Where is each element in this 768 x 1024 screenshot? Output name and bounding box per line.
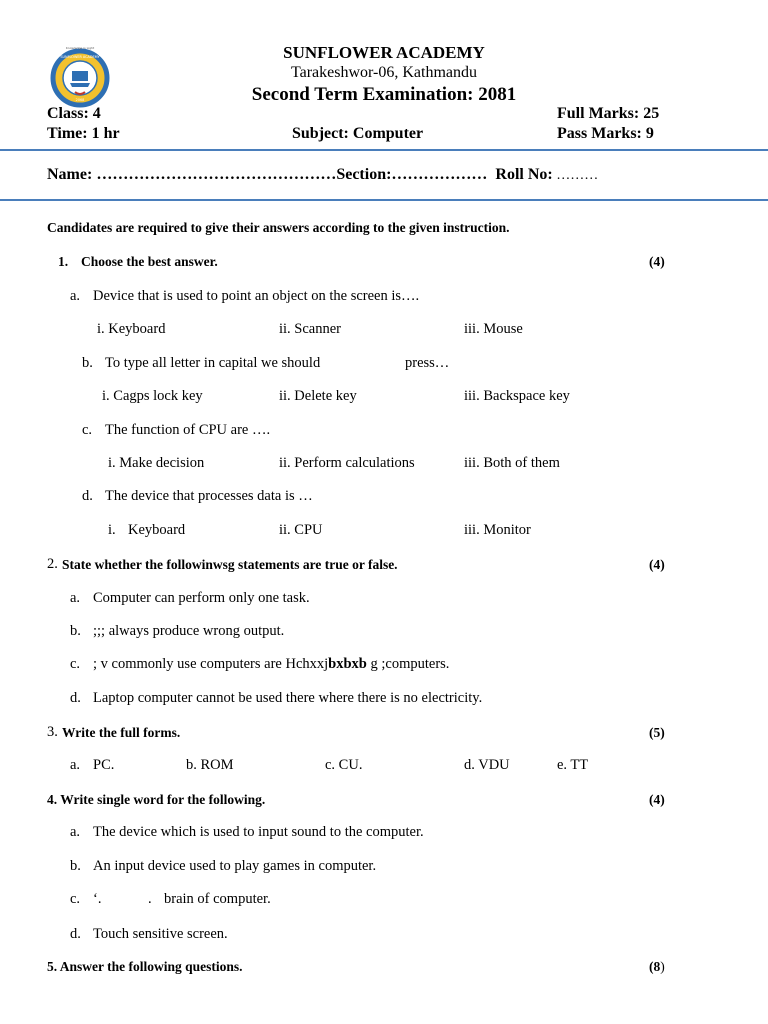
q4d-text: Touch sensitive screen. <box>93 926 228 942</box>
q1d-option-2: ii. CPU <box>279 522 323 538</box>
q3-item-c: c. CU. <box>325 757 363 773</box>
q3-number: 3. <box>47 724 58 740</box>
q1d-label: d. <box>82 488 93 504</box>
logo-tagline: Knowledge is Light <box>65 46 95 50</box>
q4-marks: (4) <box>649 792 665 807</box>
q1b-option-1: i. Cagps lock key <box>102 388 203 404</box>
q2-title: State whether the followinwsg statements are true or false. <box>62 557 398 572</box>
q3a-label: a. <box>70 757 81 773</box>
q2c-text <box>93 656 449 673</box>
q1-title: Choose the best answer. <box>81 254 218 269</box>
q5-title: 5. Answer the following questions. <box>47 959 243 974</box>
q2a-label: a. <box>70 590 81 606</box>
q4a-label: a. <box>70 824 81 840</box>
q2-number: 2. <box>47 556 58 572</box>
q1a-label: a. <box>70 288 81 304</box>
q4d-label: d. <box>70 926 81 942</box>
q1d-option-1-text: Keyboard <box>128 522 186 538</box>
q2a-text: Computer can perform only one task. <box>93 590 310 606</box>
q3-marks: (5) <box>649 725 665 740</box>
q1c-option-2: ii. Perform calculations <box>279 455 415 471</box>
q1a-option-2: ii. Scanner <box>279 321 342 337</box>
q1b-option-3: iii. Backspace key <box>464 388 570 404</box>
logo-year: 2068 <box>75 98 85 102</box>
q4b-text: An input device used to play games in computer. <box>93 858 377 874</box>
pass-marks: Pass Marks: 9 <box>557 125 654 142</box>
q1c-option-3: iii. Both of them <box>464 455 560 471</box>
school-address: Tarakeshwor-06, Kathmandu <box>290 64 478 81</box>
q1-marks: (4) <box>649 254 665 269</box>
q1a-text: Device that is used to point an object on the screen is…. <box>93 288 420 304</box>
school-name: SUNFLOWER ACADEMY <box>283 43 485 62</box>
subject-label: Subject: Computer <box>292 125 424 142</box>
q1b-text: To type all letter in capital we should <box>105 355 321 371</box>
q3-item-e: e. TT <box>557 757 589 773</box>
q2b-text: ;;; always produce wrong output. <box>93 623 285 639</box>
student-divider <box>0 199 768 201</box>
q5-marks-close: ) <box>660 959 665 974</box>
name-section-field: Name: ………………………………………Section:……………… <box>47 166 488 183</box>
q1d-option-1-number: i. <box>108 522 116 538</box>
instruction-text: Candidates are required to give their answers according to the given instruction. <box>47 220 510 235</box>
q5-marks-value: (8 <box>649 959 661 974</box>
q1b-label: b. <box>82 355 93 371</box>
q5-marks <box>649 959 665 975</box>
q4c-label: c. <box>70 891 81 907</box>
q4b-label: b. <box>70 858 81 874</box>
q4c-text: brain of computer. <box>164 891 271 907</box>
q2c-text-bold: bxbxb <box>328 656 367 672</box>
logo-name: SUNFLOWER ACADEMY <box>60 55 100 59</box>
q2d-text: Laptop computer cannot be used there where there is no electricity. <box>93 690 483 706</box>
q1-number: 1. <box>58 254 69 269</box>
q1a-option-3: iii. Mouse <box>464 321 523 337</box>
roll-field: ……… <box>552 168 599 183</box>
time-label: Time: 1 hr <box>47 125 120 142</box>
q1c-label: c. <box>82 422 93 438</box>
full-marks: Full Marks: 25 <box>557 105 660 122</box>
q4a-text: The device which is used to input sound to the computer. <box>93 824 424 840</box>
q1d-text: The device that processes data is … <box>105 488 313 504</box>
q2-marks: (4) <box>649 557 665 572</box>
roll-label: Roll No: <box>495 166 553 183</box>
q2c-label: c. <box>70 656 81 672</box>
q4-title: 4. Write single word for the following. <box>47 792 266 807</box>
q1a-option-1: i. Keyboard <box>97 321 166 337</box>
q1c-text: The function of CPU are …. <box>105 422 271 438</box>
q4c-mark-2: . <box>148 891 152 907</box>
exam-title: Second Term Examination: 2081 <box>251 84 517 105</box>
q1b-option-2: ii. Delete key <box>279 388 357 404</box>
q4c-mark-1: ‘. <box>93 891 102 907</box>
q3-item-d: d. VDU <box>464 757 510 773</box>
q3-item-a: PC. <box>93 757 115 773</box>
q1b-text-end: press… <box>405 355 450 371</box>
q2c-text-end: g ;computers. <box>366 656 450 672</box>
q1c-option-1: i. Make decision <box>108 455 205 471</box>
q2b-label: b. <box>70 623 81 639</box>
student-info-row <box>47 166 598 184</box>
q1d-option-3: iii. Monitor <box>464 522 531 538</box>
header-divider <box>0 149 768 151</box>
q3-item-b: b. ROM <box>186 757 234 773</box>
q2d-label: d. <box>70 690 81 706</box>
q3-title: Write the full forms. <box>62 725 181 740</box>
class-label: Class: 4 <box>47 105 101 122</box>
q2c-text-start: ; v commonly use computers are Hchxxj <box>93 656 329 672</box>
